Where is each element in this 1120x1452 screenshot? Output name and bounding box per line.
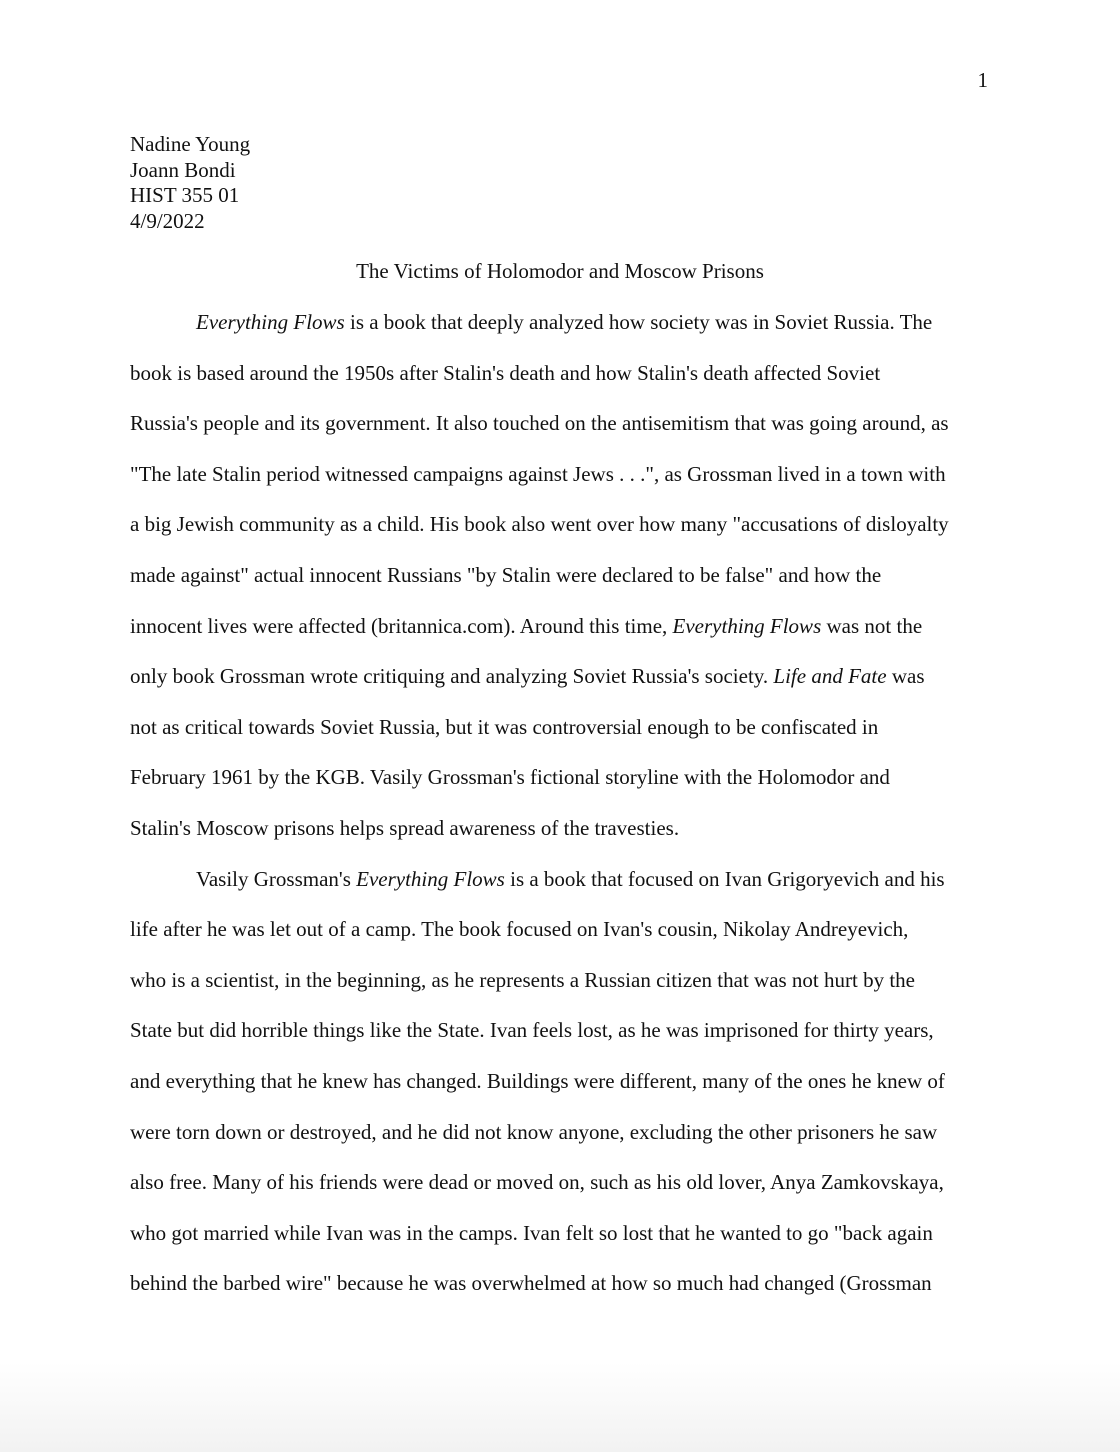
text-run: "The late Stalin period witnessed campaigns against Jews . . .", as Grossman lived in a town with xyxy=(130,461,946,486)
student-name: Nadine Young xyxy=(130,132,251,156)
instructor-name: Joann Bondi xyxy=(130,157,236,182)
text-run: behind the barbed wire" because he was overwhelmed at how so much had changed (Grossman xyxy=(130,1271,932,1296)
mla-heading xyxy=(130,132,250,234)
paragraph-line xyxy=(130,601,1000,652)
paragraph-line xyxy=(130,1208,1000,1259)
paragraph-line xyxy=(130,904,1000,955)
paragraph-line xyxy=(130,1005,1000,1056)
paragraph-line xyxy=(130,651,1000,702)
text-run: life after he was let out of a camp. The book focused on Ivan's cousin, Nikolay Andreyevich, xyxy=(130,917,909,942)
text-run: only book Grossman wrote critiquing and analyzing Soviet Russia's society. xyxy=(130,664,774,689)
text-run: who got married while Ivan was in the camps. Ivan felt so lost that he wanted to go "back again xyxy=(130,1220,933,1245)
paragraph-line xyxy=(130,449,1000,500)
paragraph-line xyxy=(130,955,1000,1006)
text-run: made against" actual innocent Russians "by Stalin were declared to be false" and how the xyxy=(130,562,882,587)
text-run: State but did horrible things like the State. Ivan feels lost, as he was imprisoned for thirty years, xyxy=(130,1018,934,1043)
text-run: was not the xyxy=(821,613,923,638)
text-run: were torn down or destroyed, and he did not know anyone, excluding the other prisoners he saw xyxy=(130,1119,938,1144)
paragraph-line xyxy=(130,1258,1000,1309)
paragraph-line xyxy=(130,1056,1000,1107)
text-run: book is based around the 1950s after Stalin's death and how Stalin's death affected Soviet xyxy=(130,360,881,385)
paragraph-line xyxy=(130,1107,1000,1158)
paragraph-line xyxy=(130,752,1000,803)
text-run: who is a scientist, in the beginning, as he represents a Russian citizen that was not hurt by the xyxy=(130,967,915,992)
text-run: and everything that he knew has changed. Buildings were different, many of the ones he knew of xyxy=(130,1068,945,1093)
text-run: February 1961 by the KGB. Vasily Grossman's fictional storyline with the Holomodor and xyxy=(130,765,890,790)
paragraph-line xyxy=(130,1157,1000,1208)
essay-title: The Victims of Holomodor and Moscow Prisons xyxy=(356,259,764,283)
paragraph-first-line xyxy=(130,854,1000,905)
text-run: Russia's people and its government. It also touched on the antisemitism that was going around, as xyxy=(130,411,949,436)
paragraph-line xyxy=(130,348,1000,399)
page-number: 1 xyxy=(977,68,988,92)
text-run: a big Jewish community as a child. His book also went over how many "accusations of disloyalty xyxy=(130,512,949,537)
paragraph-line xyxy=(130,398,1000,449)
italic-book-title: Everything Flows xyxy=(196,310,345,334)
text-run: is a book that focused on Ivan Grigoryevich and his xyxy=(504,866,945,891)
course-code: HIST 355 01 xyxy=(130,183,240,207)
italic-book-title: Everything Flows xyxy=(672,613,822,638)
paragraph-line xyxy=(130,550,1000,601)
paragraph-first-line xyxy=(130,297,1000,348)
text-run: is a book that deeply analyzed how society was in Soviet Russia. The xyxy=(344,310,933,334)
essay-date: 4/9/2022 xyxy=(130,208,205,233)
text-run: was xyxy=(886,664,925,689)
page-bottom-shadow xyxy=(0,1362,1120,1452)
paragraph-line xyxy=(130,499,1000,550)
italic-book-title: Life and Fate xyxy=(773,664,887,689)
paragraph-line xyxy=(130,803,1000,854)
text-run: also free. Many of his friends were dead or moved on, such as his old lover, Anya Zamkovskaya, xyxy=(130,1170,944,1195)
italic-book-title: Everything Flows xyxy=(356,866,505,891)
text-run: Vasily Grossman's xyxy=(196,866,357,891)
text-run: innocent lives were affected (britannica.com). Around this time, xyxy=(130,613,673,638)
paragraph-line xyxy=(130,702,1000,753)
text-run: Stalin's Moscow prisons helps spread awareness of the travesties. xyxy=(130,815,680,840)
essay-body xyxy=(130,297,1000,1309)
text-run: not as critical towards Soviet Russia, but it was controversial enough to be confiscated in xyxy=(130,714,879,739)
